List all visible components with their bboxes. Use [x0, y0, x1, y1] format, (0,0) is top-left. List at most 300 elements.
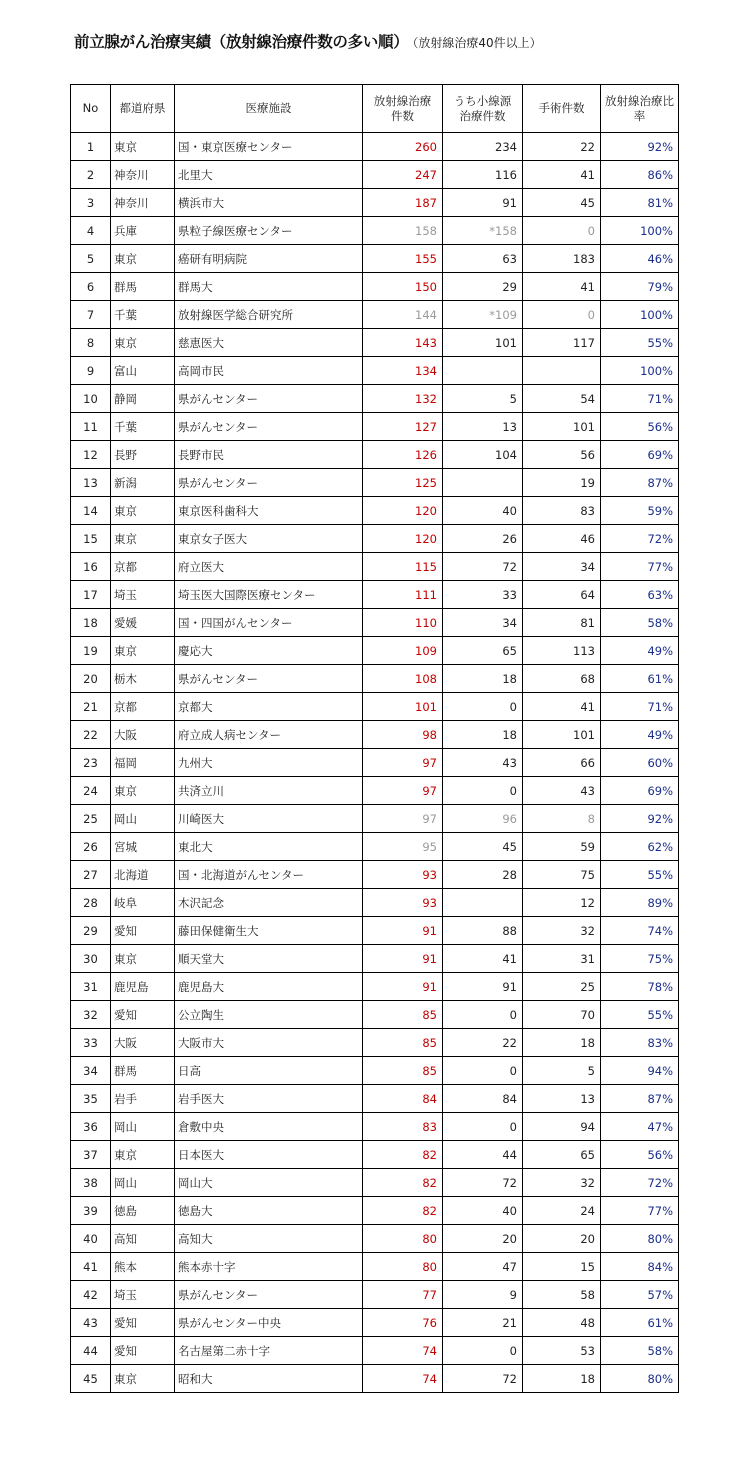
table-row: [71, 917, 679, 945]
row-brachy-count: 72: [443, 1169, 523, 1197]
row-radiation-ratio: 49%: [601, 637, 679, 665]
row-no: 30: [71, 945, 111, 973]
row-no: 17: [71, 581, 111, 609]
table-row: [71, 385, 679, 413]
row-brachy-count: 72: [443, 1365, 523, 1393]
row-radiation-count: 109: [363, 637, 443, 665]
row-radiation-count: 82: [363, 1141, 443, 1169]
row-brachy-count: 22: [443, 1029, 523, 1057]
row-radiation-count: 93: [363, 889, 443, 917]
row-no: 14: [71, 497, 111, 525]
row-radiation-count: 97: [363, 777, 443, 805]
row-no: 32: [71, 1001, 111, 1029]
row-no: 22: [71, 721, 111, 749]
row-radiation-count: 93: [363, 861, 443, 889]
row-radiation-count: 143: [363, 329, 443, 357]
table-row: [71, 469, 679, 497]
row-brachy-count: 18: [443, 665, 523, 693]
table-row: [71, 693, 679, 721]
row-facility: 高知大: [175, 1225, 363, 1253]
table-row: [71, 1113, 679, 1141]
row-radiation-ratio: 77%: [601, 1197, 679, 1225]
row-brachy-count: [443, 357, 523, 385]
row-brachy-count: 96: [443, 805, 523, 833]
row-prefecture: 東京: [111, 1365, 175, 1393]
row-radiation-ratio: 62%: [601, 833, 679, 861]
row-radiation-count: 91: [363, 945, 443, 973]
row-facility: 順天堂大: [175, 945, 363, 973]
row-brachy-count: 91: [443, 973, 523, 1001]
row-surgery-count: 22: [523, 133, 601, 161]
row-surgery-count: 43: [523, 777, 601, 805]
row-prefecture: 千葉: [111, 413, 175, 441]
row-surgery-count: 20: [523, 1225, 601, 1253]
row-radiation-count: 97: [363, 749, 443, 777]
row-no: 3: [71, 189, 111, 217]
row-radiation-ratio: 100%: [601, 217, 679, 245]
row-facility: 徳島大: [175, 1197, 363, 1225]
row-prefecture: 北海道: [111, 861, 175, 889]
row-radiation-count: 187: [363, 189, 443, 217]
row-no: 12: [71, 441, 111, 469]
row-radiation-ratio: 61%: [601, 665, 679, 693]
row-radiation-count: 127: [363, 413, 443, 441]
row-facility: 日高: [175, 1057, 363, 1085]
row-no: 23: [71, 749, 111, 777]
row-radiation-ratio: 59%: [601, 497, 679, 525]
row-facility: 国・東京医療センター: [175, 133, 363, 161]
row-radiation-count: 76: [363, 1309, 443, 1337]
row-facility: 藤田保健衛生大: [175, 917, 363, 945]
row-no: 40: [71, 1225, 111, 1253]
row-facility: 北里大: [175, 161, 363, 189]
row-facility: 埼玉医大国際医療センター: [175, 581, 363, 609]
row-prefecture: 愛知: [111, 1337, 175, 1365]
row-surgery-count: 13: [523, 1085, 601, 1113]
row-prefecture: 群馬: [111, 273, 175, 301]
row-radiation-count: 84: [363, 1085, 443, 1113]
row-radiation-ratio: 56%: [601, 413, 679, 441]
row-radiation-count: 97: [363, 805, 443, 833]
table-row: [71, 1057, 679, 1085]
row-prefecture: 福岡: [111, 749, 175, 777]
row-radiation-ratio: 63%: [601, 581, 679, 609]
row-prefecture: 岡山: [111, 805, 175, 833]
row-prefecture: 大阪: [111, 1029, 175, 1057]
row-facility: 県がんセンター中央: [175, 1309, 363, 1337]
row-surgery-count: 65: [523, 1141, 601, 1169]
row-no: 20: [71, 665, 111, 693]
row-radiation-ratio: 100%: [601, 301, 679, 329]
table-row: [71, 1365, 679, 1393]
row-no: 42: [71, 1281, 111, 1309]
row-facility: 川崎医大: [175, 805, 363, 833]
table-row: [71, 357, 679, 385]
table-row: [71, 889, 679, 917]
row-no: 9: [71, 357, 111, 385]
table-row: [71, 861, 679, 889]
table-row: [71, 1225, 679, 1253]
row-facility: 京都大: [175, 693, 363, 721]
row-no: 4: [71, 217, 111, 245]
row-facility: 倉敷中央: [175, 1113, 363, 1141]
row-no: 37: [71, 1141, 111, 1169]
header-row: [71, 85, 679, 133]
table-row: [71, 1169, 679, 1197]
row-prefecture: 愛媛: [111, 609, 175, 637]
row-no: 28: [71, 889, 111, 917]
table-row: [71, 721, 679, 749]
row-radiation-ratio: 55%: [601, 861, 679, 889]
table-row: [71, 525, 679, 553]
row-radiation-count: 158: [363, 217, 443, 245]
row-surgery-count: 12: [523, 889, 601, 917]
header-prefecture: 都道府県: [111, 85, 175, 133]
row-prefecture: 岐阜: [111, 889, 175, 917]
table-row: [71, 497, 679, 525]
row-radiation-ratio: 81%: [601, 189, 679, 217]
row-prefecture: 千葉: [111, 301, 175, 329]
row-prefecture: 東京: [111, 133, 175, 161]
row-prefecture: 東京: [111, 497, 175, 525]
row-radiation-ratio: 80%: [601, 1365, 679, 1393]
row-radiation-count: 260: [363, 133, 443, 161]
row-radiation-ratio: 61%: [601, 1309, 679, 1337]
row-surgery-count: 18: [523, 1365, 601, 1393]
table-row: [71, 1141, 679, 1169]
row-surgery-count: 41: [523, 161, 601, 189]
row-radiation-ratio: 89%: [601, 889, 679, 917]
table-row: [71, 1001, 679, 1029]
row-radiation-count: 132: [363, 385, 443, 413]
row-brachy-count: [443, 469, 523, 497]
row-brachy-count: 0: [443, 1057, 523, 1085]
row-prefecture: 愛知: [111, 917, 175, 945]
row-surgery-count: 68: [523, 665, 601, 693]
row-brachy-count: 101: [443, 329, 523, 357]
row-facility: 東京女子医大: [175, 525, 363, 553]
row-radiation-ratio: 49%: [601, 721, 679, 749]
row-prefecture: 京都: [111, 693, 175, 721]
row-facility: 県がんセンター: [175, 413, 363, 441]
table-row: [71, 217, 679, 245]
row-prefecture: 埼玉: [111, 581, 175, 609]
row-facility: 国・北海道がんセンター: [175, 861, 363, 889]
row-radiation-ratio: 87%: [601, 469, 679, 497]
row-radiation-ratio: 94%: [601, 1057, 679, 1085]
row-facility: 長野市民: [175, 441, 363, 469]
row-radiation-ratio: 87%: [601, 1085, 679, 1113]
row-brachy-count: 0: [443, 693, 523, 721]
row-facility: 慶応大: [175, 637, 363, 665]
row-no: 45: [71, 1365, 111, 1393]
row-prefecture: 東京: [111, 525, 175, 553]
row-prefecture: 宮城: [111, 833, 175, 861]
row-no: 38: [71, 1169, 111, 1197]
row-radiation-ratio: 72%: [601, 1169, 679, 1197]
table-row: [71, 301, 679, 329]
row-surgery-count: 32: [523, 1169, 601, 1197]
row-surgery-count: 113: [523, 637, 601, 665]
row-no: 18: [71, 609, 111, 637]
row-surgery-count: 58: [523, 1281, 601, 1309]
table-row: [71, 329, 679, 357]
row-radiation-ratio: 71%: [601, 693, 679, 721]
row-surgery-count: 59: [523, 833, 601, 861]
table-row: [71, 777, 679, 805]
row-surgery-count: 83: [523, 497, 601, 525]
table-row: [71, 273, 679, 301]
row-radiation-count: 144: [363, 301, 443, 329]
row-prefecture: 愛知: [111, 1001, 175, 1029]
row-surgery-count: 54: [523, 385, 601, 413]
row-brachy-count: 63: [443, 245, 523, 273]
row-radiation-ratio: 84%: [601, 1253, 679, 1281]
row-surgery-count: 70: [523, 1001, 601, 1029]
row-prefecture: 徳島: [111, 1197, 175, 1225]
row-facility: 東京医科歯科大: [175, 497, 363, 525]
row-radiation-ratio: 79%: [601, 273, 679, 301]
row-radiation-count: 150: [363, 273, 443, 301]
row-facility: 九州大: [175, 749, 363, 777]
row-surgery-count: 15: [523, 1253, 601, 1281]
page-title: [74, 30, 542, 52]
row-prefecture: 新潟: [111, 469, 175, 497]
row-surgery-count: 0: [523, 217, 601, 245]
row-radiation-count: 108: [363, 665, 443, 693]
row-no: 16: [71, 553, 111, 581]
row-no: 11: [71, 413, 111, 441]
row-brachy-count: 34: [443, 609, 523, 637]
table-row: [71, 161, 679, 189]
row-prefecture: 京都: [111, 553, 175, 581]
row-radiation-count: 82: [363, 1169, 443, 1197]
row-radiation-count: 80: [363, 1253, 443, 1281]
row-radiation-ratio: 80%: [601, 1225, 679, 1253]
row-radiation-count: 74: [363, 1337, 443, 1365]
row-brachy-count: 88: [443, 917, 523, 945]
header-radiation-ratio: 放射線治療比率: [601, 85, 679, 133]
row-facility: 岩手医大: [175, 1085, 363, 1113]
row-facility: 岡山大: [175, 1169, 363, 1197]
row-brachy-count: 84: [443, 1085, 523, 1113]
header-radiation-count: 放射線治療件数: [363, 85, 443, 133]
row-prefecture: 愛知: [111, 1309, 175, 1337]
table-row: [71, 637, 679, 665]
row-brachy-count: 40: [443, 497, 523, 525]
row-prefecture: 神奈川: [111, 189, 175, 217]
row-radiation-count: 134: [363, 357, 443, 385]
row-radiation-count: 115: [363, 553, 443, 581]
row-facility: 県粒子線医療センター: [175, 217, 363, 245]
row-no: 7: [71, 301, 111, 329]
row-brachy-count: 18: [443, 721, 523, 749]
row-no: 36: [71, 1113, 111, 1141]
row-radiation-ratio: 92%: [601, 133, 679, 161]
header-brachy-count: うち小線源治療件数: [443, 85, 523, 133]
row-surgery-count: 0: [523, 301, 601, 329]
row-radiation-ratio: 55%: [601, 1001, 679, 1029]
row-radiation-ratio: 71%: [601, 385, 679, 413]
row-brachy-count: 91: [443, 189, 523, 217]
row-surgery-count: 101: [523, 721, 601, 749]
row-surgery-count: 183: [523, 245, 601, 273]
row-no: 10: [71, 385, 111, 413]
table-row: [71, 553, 679, 581]
row-facility: 県がんセンター: [175, 665, 363, 693]
row-brachy-count: 40: [443, 1197, 523, 1225]
table-row: [71, 1337, 679, 1365]
row-brachy-count: 9: [443, 1281, 523, 1309]
row-prefecture: 群馬: [111, 1057, 175, 1085]
row-prefecture: 東京: [111, 329, 175, 357]
row-facility: 日本医大: [175, 1141, 363, 1169]
row-radiation-count: 155: [363, 245, 443, 273]
row-facility: 横浜市大: [175, 189, 363, 217]
row-surgery-count: 94: [523, 1113, 601, 1141]
row-facility: 共済立川: [175, 777, 363, 805]
row-radiation-ratio: 56%: [601, 1141, 679, 1169]
table-row: [71, 1309, 679, 1337]
row-facility: 県がんセンター: [175, 385, 363, 413]
row-surgery-count: 66: [523, 749, 601, 777]
row-facility: 高岡市民: [175, 357, 363, 385]
row-no: 19: [71, 637, 111, 665]
row-facility: 癌研有明病院: [175, 245, 363, 273]
row-prefecture: 長野: [111, 441, 175, 469]
table-row: [71, 413, 679, 441]
table-row: [71, 133, 679, 161]
row-radiation-count: 126: [363, 441, 443, 469]
row-surgery-count: 31: [523, 945, 601, 973]
row-brachy-count: 65: [443, 637, 523, 665]
row-radiation-count: 101: [363, 693, 443, 721]
row-surgery-count: 34: [523, 553, 601, 581]
row-no: 24: [71, 777, 111, 805]
row-radiation-count: 82: [363, 1197, 443, 1225]
row-surgery-count: 101: [523, 413, 601, 441]
row-surgery-count: [523, 357, 601, 385]
row-prefecture: 岡山: [111, 1169, 175, 1197]
row-radiation-count: 120: [363, 525, 443, 553]
row-radiation-ratio: 69%: [601, 441, 679, 469]
row-no: 6: [71, 273, 111, 301]
row-brachy-count: 44: [443, 1141, 523, 1169]
row-no: 43: [71, 1309, 111, 1337]
row-brachy-count: *109: [443, 301, 523, 329]
header-no: No: [71, 85, 111, 133]
row-no: 13: [71, 469, 111, 497]
row-surgery-count: 48: [523, 1309, 601, 1337]
row-no: 41: [71, 1253, 111, 1281]
row-surgery-count: 117: [523, 329, 601, 357]
row-prefecture: 岩手: [111, 1085, 175, 1113]
row-radiation-count: 74: [363, 1365, 443, 1393]
row-brachy-count: 20: [443, 1225, 523, 1253]
row-prefecture: 高知: [111, 1225, 175, 1253]
row-no: 2: [71, 161, 111, 189]
row-prefecture: 大阪: [111, 721, 175, 749]
row-prefecture: 熊本: [111, 1253, 175, 1281]
row-brachy-count: 5: [443, 385, 523, 413]
table-row: [71, 749, 679, 777]
row-surgery-count: 75: [523, 861, 601, 889]
row-radiation-count: 80: [363, 1225, 443, 1253]
row-radiation-count: 85: [363, 1029, 443, 1057]
row-prefecture: 鹿児島: [111, 973, 175, 1001]
row-radiation-count: 77: [363, 1281, 443, 1309]
row-prefecture: 東京: [111, 945, 175, 973]
row-prefecture: 東京: [111, 637, 175, 665]
row-facility: 東北大: [175, 833, 363, 861]
row-prefecture: 岡山: [111, 1113, 175, 1141]
row-no: 5: [71, 245, 111, 273]
table-row: [71, 581, 679, 609]
row-surgery-count: 41: [523, 273, 601, 301]
table-row: [71, 945, 679, 973]
row-surgery-count: 24: [523, 1197, 601, 1225]
row-prefecture: 栃木: [111, 665, 175, 693]
row-prefecture: 東京: [111, 777, 175, 805]
row-radiation-ratio: 75%: [601, 945, 679, 973]
row-brachy-count: 33: [443, 581, 523, 609]
row-brachy-count: *158: [443, 217, 523, 245]
row-radiation-count: 247: [363, 161, 443, 189]
row-radiation-ratio: 58%: [601, 609, 679, 637]
row-facility: 放射線医学総合研究所: [175, 301, 363, 329]
row-radiation-ratio: 72%: [601, 525, 679, 553]
header-facility: 医療施設: [175, 85, 363, 133]
row-no: 15: [71, 525, 111, 553]
row-brachy-count: 72: [443, 553, 523, 581]
table-row: [71, 189, 679, 217]
row-brachy-count: 116: [443, 161, 523, 189]
row-radiation-ratio: 83%: [601, 1029, 679, 1057]
row-radiation-count: 111: [363, 581, 443, 609]
row-radiation-ratio: 74%: [601, 917, 679, 945]
row-radiation-ratio: 55%: [601, 329, 679, 357]
row-brachy-count: 0: [443, 1113, 523, 1141]
row-radiation-count: 95: [363, 833, 443, 861]
row-no: 31: [71, 973, 111, 1001]
row-brachy-count: 13: [443, 413, 523, 441]
row-brachy-count: 47: [443, 1253, 523, 1281]
table-row: [71, 1253, 679, 1281]
row-brachy-count: 104: [443, 441, 523, 469]
row-radiation-count: 91: [363, 917, 443, 945]
row-facility: 名古屋第二赤十字: [175, 1337, 363, 1365]
row-surgery-count: 41: [523, 693, 601, 721]
row-brachy-count: 234: [443, 133, 523, 161]
title-main: 前立腺がん治療実績（放射線治療件数の多い順）: [74, 33, 409, 51]
row-surgery-count: 64: [523, 581, 601, 609]
row-facility: 熊本赤十字: [175, 1253, 363, 1281]
row-surgery-count: 5: [523, 1057, 601, 1085]
header-surgery-count: 手術件数: [523, 85, 601, 133]
table-row: [71, 1197, 679, 1225]
row-no: 44: [71, 1337, 111, 1365]
row-radiation-ratio: 69%: [601, 777, 679, 805]
row-surgery-count: 8: [523, 805, 601, 833]
row-surgery-count: 56: [523, 441, 601, 469]
row-prefecture: 富山: [111, 357, 175, 385]
row-facility: 大阪市大: [175, 1029, 363, 1057]
row-surgery-count: 32: [523, 917, 601, 945]
table-row: [71, 441, 679, 469]
row-radiation-count: 85: [363, 1001, 443, 1029]
row-facility: 公立陶生: [175, 1001, 363, 1029]
row-radiation-ratio: 100%: [601, 357, 679, 385]
